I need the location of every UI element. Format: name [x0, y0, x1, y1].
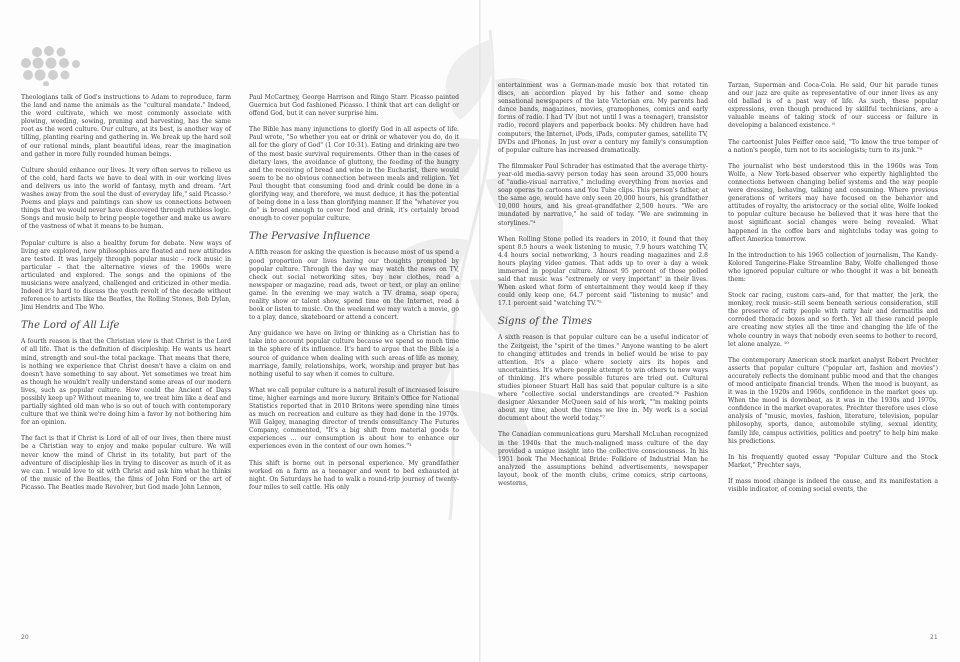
paragraph: A fourth reason is that the Christian view is that Christ is the Lord of all life. That is the definition of discipleship. He wants us heart mind, strength and soul–the total package. That means that there, is nothing we experience that Christ doesn't have a claim on and doesn't have something to say about. Yet sometimes we treat him as though he wouldn't really understand some areas of our modern lives, such as popular culture. How could the Ancient of Days possibly keep up? Without meaning to, we treat him like a deaf and partially sighted old man who is so out of touch with contemporary culture that we think we're doing him a favor by not bothering him for an opinion.: [21, 338, 231, 427]
text-column-2: [249, 94, 459, 500]
paragraph: Any guidance we have on living or thinking as a Christian has to take into account popular culture because we spend so much time in the sphere of its influence. It's hard to argue that the Bible is a source of guidance when dealing with such areas of life as money, marriage, family, relationships, work, worship and prayer but has nothing useful to say when it comes to culture.: [249, 330, 459, 378]
paragraph: The fact is that if Christ is Lord of all of our lives, then there must be a Christian way to enjoy and make popular culture. We will never know the mind of Christ in its totality, but part of the adventure of discipleship lies in trying to discover as much of it as we can. I would love to sit with Christ and ask him what he thinks of the music of the Beatles, the films of John Ford or the art of Picasso. The Beatles made Revolver, but God made John Lennon,: [21, 435, 231, 491]
paragraph: This shift is borne out in personal experience. My grandfather worked on a farm as a teenager and went to bed exhausted at night. On Saturdays he had to walk a round-trip journey of twenty-four miles to sell cattle. His only: [249, 459, 459, 491]
page-number-left: 20: [21, 634, 29, 641]
section-heading: The Lord of All Life: [21, 320, 120, 332]
paragraph: In his frequently quoted essay "Popular Culture and the Stock Market," Prechter says,: [728, 453, 938, 469]
paragraph: Culture should enhance our lives. It very often serves to relieve us of the cold, hard facts we have to deal with in our working lives and delivers us into the world of fantasy, myth and dream. "Art washes away from the soul the dust of everyday life," said Picasso.² Poems and plays and paintings can show us connections between things that we would never have discovered through ruthless logic. Songs and music help to bring people together and make us aware of the vastness of what it means to be human.: [21, 166, 231, 231]
text-column-4: [728, 82, 938, 502]
text-column-1: [21, 94, 231, 500]
paragraph: The journalist who best understood this in the 1960s was Tom Wolfe, a New York-based observer who expertly highlighted the connections between changing belief systems and the way people were dressing, behaving, talking and consuming. Where previous generations of writers may have focused on the behavior and attitudes of royalty, the aristocracy or the social elite, Wolfe looked to popular culture because he believed that it was here that the most significant social changes were being revealed. What happened in the coffee bars and nightclubs today was going to affect America tomorrow.: [728, 162, 938, 243]
paragraph: The Bible has many injunctions to glorify God in all aspects of life. Paul wrote, "So whether you eat or drink or whatever you do, do it all for the glory of God" (1 Cor 10:31). Eating and drinking are two of the most basic survival requirements. Other than in the cases of dietary laws, the avoidance of gluttony, the feeding of the hungry and the receiving of bread and wine in the Eucharist, there would seem to be no obvious connection between meals and religion. Yet Paul thought that consuming food and drink could be done in a glorifying way, and therefore, we must deduce, it has the potential of being done in a less than glorifying manner. If the "whatever you do" is broad enough to cover food and drink, it's certainly broad enough to cover popular culture.: [249, 126, 459, 223]
paragraph: In the introduction to his 1965 collection of journalism, The Kandy-Kolored Tangerine-Flake Streamline Baby, Wolfe challenged those who ignored popular culture or who thought it was a bit beneath them:: [728, 251, 938, 283]
paragraph: What we call popular culture is a natural result of increased leisure time, higher earnings and more luxury. Britain's Office for National Statistics reported that in 2010 Britons were spending nine times as much on recreation and culture as they had done in the 1970s. Will Galgey, managing director of trends consultancy The Futures Company, commented, "It's a big shift from material goods to experiences ... our consumption is about how to enhance our experiences even in the context of our own homes."³: [249, 386, 459, 451]
paragraph: The cartoonist Jules Feiffer once said, "To know the true temper of a nation's people, turn not to its sociologists; turn to its junk."⁹: [728, 138, 938, 154]
paragraph: Theologians talk of God's instructions to Adam to reproduce, farm the land and name the animals as the "cultural mandate." Indeed, the word cultivate, which we most commonly associate with plowing, weeding, sowing, pruning and harvesting, has the same root as the word culture. Our culture, at its best, is another way of tilling, planting rearing and gathering in. We break up the hard soil of our rational minds, plant beautiful ideas, rear the imagination and gather in more fully rounded human beings.: [21, 94, 231, 158]
paragraph: The Canadian communications guru Marshall McLuhan recognized in the 1940s that the much-maligned mass culture of the day provided a unique insight into the collective consciousness. In his 1951 book The Mechanical Bride: Folklore of Industrial Man he analyzed the assumptions behind advertisements, newspaper layout, book of the month clubs, crime comics, strip cartoons, westerns,: [498, 431, 708, 488]
paragraph: The filmmaker Paul Schrader has estimated that the average thirty-year-old media-savvy person today has seen around 35,000 hours of "audio-visual narrative," including everything from movies and soap operas to cartoons and You Tube clips. This person's father, at the same age, would have only seen 20,000 hours, his grandfather 10,000 hours, and his great-grandfather 2,500 hours. "We are inundated by narrative," he said of today. "We are swimming in storylines."⁴: [498, 162, 708, 227]
section-heading: Signs of the Times: [498, 316, 593, 328]
paragraph: Tarzan, Superman and Coca-Cola. He said, Our hit parade tunes and our jazz are quite as representative of our inner lives as any old ballad is of a past way of life. As such, these popular expressions, even though produced by skillful technicians, are a valuable means of taking stock of our success or failure in developing a balanced existence. ⁸: [728, 82, 938, 130]
paragraph: A sixth reason is that popular culture can be a useful indicator of the Zeitgeist, the "spirit of the times." Anyone wanting to be alert to changing attitudes and trends in belief would be wise to pay attention. It's a place where society airs its hopes and uncertainties. It's where people attempt to win others to new ways of thinking. It's where possible futures are tried out. Cultural studies pioneer Stuart Hall has said that popular culture is a site where "collective social understandings are created."⁶ Fashion designer Alexander McQueen said of his work, ""m making points about my time, about the times we live in. My work is a social document about the world today."⁷: [498, 334, 708, 423]
paragraph: A fifth reason for asking the question is because most of us spend a good proportion our lives having our thoughts prompted by popular culture. Through the day we may watch the news on TV, check out social networking sites, buy new clothes, read a newspaper or magazine, read ads, tweet or text, or play an online game. In the evening we may watch a TV drama, soap opera, reality show or talent show, spend time on the Internet, read a book or listen to music. On the weekend we may watch a movie, go to a play, dance, skateboard or attend a concert.: [249, 249, 459, 322]
decorative-dots-icon: [20, 46, 90, 86]
paragraph: Stock car racing, custom cars–and, for that matter, the jerk, the monkey, rock music–still seem beneath serious consideration, still the preserve of ratty people with ratty hair and dermatitis and corroded thoracic boxes and so forth. Yet all these rancid people are creating new styles all the time and changing the life of the whole country in ways that nobody even seems to bother to record, let alone analyze. ¹⁰: [728, 292, 938, 348]
paragraph: entertainment was a German-made music box that rotated tin discs, an accordion played by his father and some cheap sensational newspapers of the late Victorian era. My parents had dance bands, magazines, movies, gramophones, comics and early forms of radio. I had TV (but not until I was a teenager), transistor radio, record players and paperback books. My children have had computers, the Internet, iPods, iPads, computer games, satellite TV, DVDs and iPhones. In just over a century my family's consumption of popular culture has increased dramatically.: [498, 82, 708, 154]
paragraph: The contemporary American stock market analyst Robert Prechter asserts that popular culture ("popular art, fashion and movies") accurately reflects the dominant public mood and that the changes of mood anticipate financial trends. When the mood is buoyant, as it was in the 1920s and 1960s, confidence in the market goes up. When the mood is downbeat, as it was in the 1930s and 1970s, confidence in the market evaporates. Prechter therefore uses close analysis of "music, movies, fashion, literature, television, popular philosophy, sports, dance, automobile styling, sexual identity, family life, campus activities, politics and poetry" to help him make his predictions.: [728, 356, 938, 445]
text-column-3: [498, 82, 708, 496]
paragraph: If mass mood change is indeed the cause, and its manifestation a visible indicator, of coming social events, the: [728, 477, 938, 494]
paragraph: Popular culture is also a healthy forum for debate. New ways of living are explored, new philosophies are floated and new attitudes are tested. It was largely through popular music – rock music in particular – that the alternative views of the 1960s were articulated and explored. The songs and the opinions of the musicians were analyzed, challenged and criticized in other media. Indeed it's hard to discuss the youth revolt of the decade without reference to artists like the Beatles, the Rolling Stones, Bob Dylan, Jimi Hendrix and The Who.: [21, 239, 231, 312]
paragraph: When Rolling Stone polled its readers in 2010, it found that they spent 8.5 hours a week listening to music, 7.9 hours watching TV, 4.4 hours social networking, 3 hours reading magazines and 2.8 hours playing video games. That adds up to over a day a week immersed in popular culture. Almost 95 percent of those polled said that music was "extremely or very important" in their lives. When asked what form of entertainment they would keep if they could only keep one, 64.7 percent said "listening to music" and 17.1 percent said "watching TV."⁵: [498, 235, 708, 308]
paragraph: Paul McCartney, George Harrison and Ringo Starr. Picasso painted Guernica but God fashioned Picasso. I think that art can delight or offend God, but it can never surprise him.: [249, 94, 459, 118]
section-heading: The Pervasive Influence: [249, 231, 371, 243]
page-number-right: 21: [930, 634, 938, 641]
